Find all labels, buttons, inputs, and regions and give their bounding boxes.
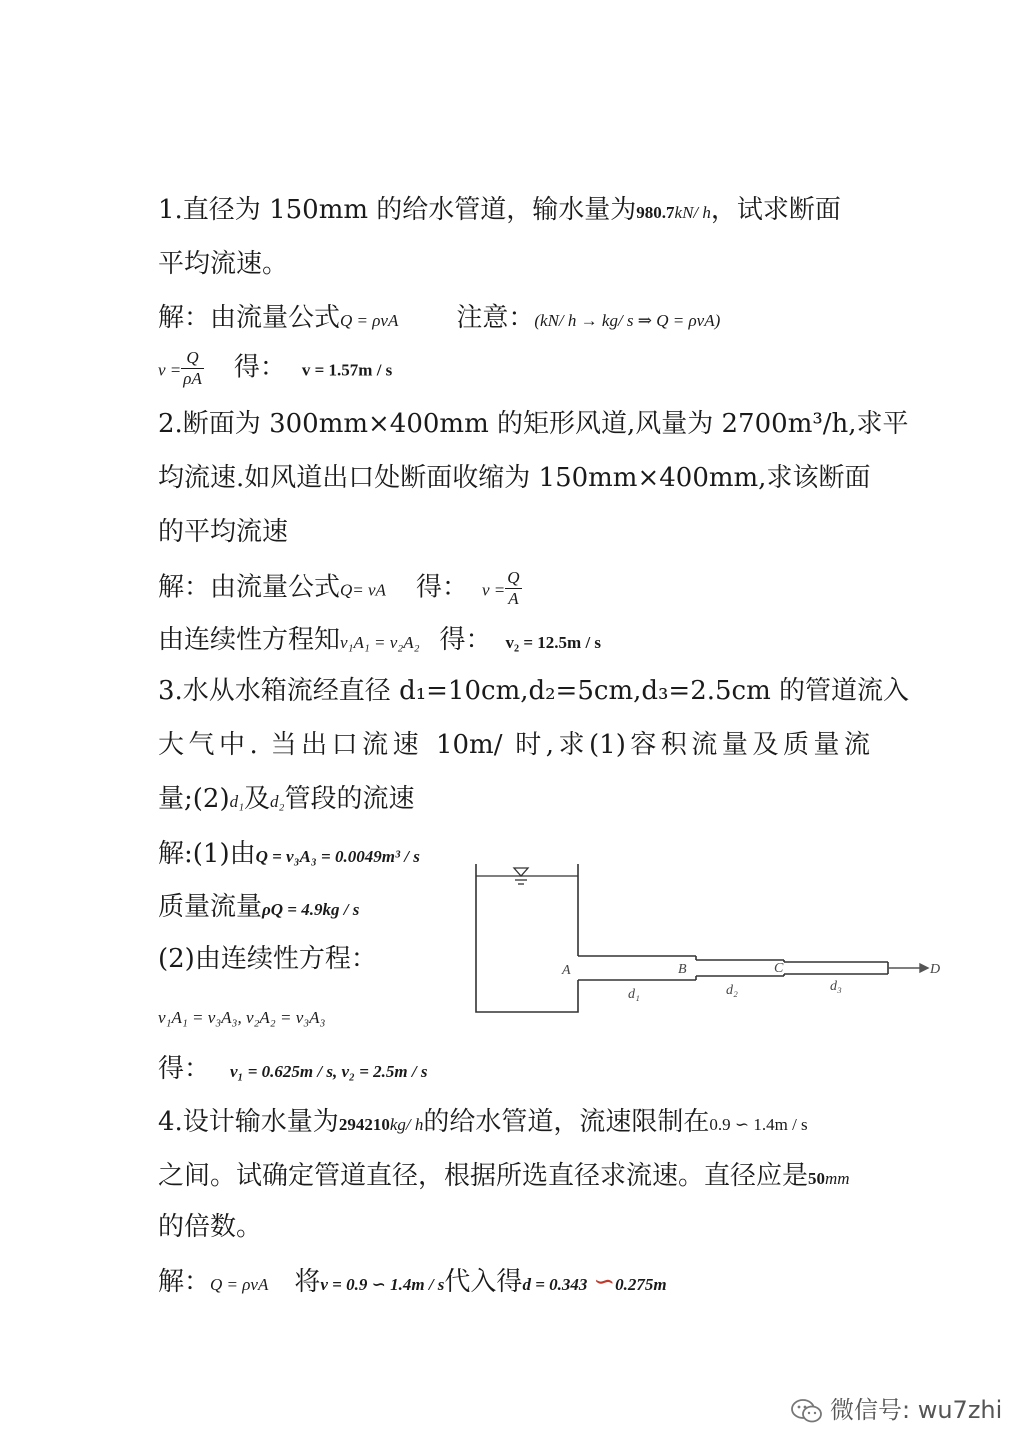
p4-sol-mid2: 代入得 xyxy=(444,1267,523,1297)
p1-line1 xyxy=(158,195,841,228)
p1-result-label: 得： xyxy=(233,352,286,383)
p3-mass-prefix: 质量流量 xyxy=(158,892,263,922)
pipe-d3 xyxy=(784,960,888,976)
p2-line2: 均流速.如风道出口处断面收缩为 150mm×400mm,求该断面 xyxy=(158,463,871,493)
label-a: A xyxy=(562,963,571,978)
p1-flow-value: 980.7 xyxy=(636,203,675,222)
p2-fraction xyxy=(505,568,521,609)
p3-sol2: (2)由连续性方程： xyxy=(158,944,377,974)
p3-line3-d1: d₁ xyxy=(229,792,245,811)
p4-sol-mid: 将 xyxy=(294,1267,321,1297)
p3-result-label: 得： xyxy=(158,1054,211,1084)
p4-line1-unit: kg/ h xyxy=(389,1115,424,1134)
pipe-tank-diagram xyxy=(468,858,948,1018)
p1-sol-prefix: 解：由流量公式 xyxy=(158,303,341,333)
p4-sol-d: d = 0.343 xyxy=(522,1275,588,1294)
p4-line1-value: 294210 xyxy=(338,1115,390,1134)
label-d3: d₃ xyxy=(830,979,842,994)
label-d1: d₁ xyxy=(628,987,640,1002)
p2-cont-result-label: 得： xyxy=(439,625,492,655)
water-level-icon xyxy=(476,868,578,884)
label-d2: d₂ xyxy=(726,983,738,998)
p2-solution xyxy=(158,568,522,609)
p2-frac-den: A xyxy=(508,589,519,608)
tank xyxy=(476,864,578,1012)
tank-wall-outer xyxy=(476,864,578,1012)
p4-line2-value: 50 xyxy=(808,1169,826,1188)
p1-text-b: ，试求断面 xyxy=(710,195,841,225)
p1-line2: 平均流速。 xyxy=(158,249,289,279)
p2-line1: 2.断面为 300mm×400mm 的矩形风道,风量为 2700m³/h,求平 xyxy=(158,409,909,439)
p3-sol1-formula: Q = v₃A₃ = 0.0049m³ / s xyxy=(255,847,420,866)
p3-line3 xyxy=(158,784,414,817)
p4-line1-b: 的给水管道，流速限制在 xyxy=(423,1107,710,1137)
p2-sol-formula: Q= vA xyxy=(340,580,386,600)
p4-line2-a: 之间。试确定管道直径，根据所选直径求流速。直径应是 xyxy=(158,1161,809,1191)
p1-fraction xyxy=(181,348,204,389)
p4-line1-a: 4.设计输水量为 xyxy=(158,1107,339,1137)
p4-sol-v: v = 0.9 ∽ 1.4m / s xyxy=(320,1275,445,1294)
p4-line2 xyxy=(158,1161,850,1194)
p1-note-label: 注意： xyxy=(456,303,535,333)
p1-result-row xyxy=(158,348,392,389)
p2-cont-prefix: 由连续性方程知 xyxy=(158,625,341,655)
p3-cont xyxy=(158,1000,325,1033)
p2-result-label: 得： xyxy=(415,572,468,603)
p4-sol-wave: ∽ xyxy=(593,1267,616,1297)
p3-line1: 3.水从水箱流经直径 d₁=10cm,d₂=5cm,d₃=2.5cm 的管道流入 xyxy=(158,676,910,706)
p2-cont-formula: v₁A₁ = v₂A₂ xyxy=(340,633,420,652)
p4-sol-d2: 0.275m xyxy=(615,1275,667,1294)
p1-sol-formula: Q = ρvA xyxy=(340,311,399,330)
p2-frac-num: Q xyxy=(507,568,520,587)
p2-frac-lhs: v = xyxy=(481,580,506,600)
outflow-arrow-icon xyxy=(888,964,928,972)
p4-sol-prefix: 解： xyxy=(158,1267,211,1297)
p4-line1-range: 0.9 ∽ 1.4m / s xyxy=(709,1115,808,1134)
watermark-text: 微信号: wu7zhi xyxy=(830,1396,1003,1424)
p4-line2-unit: mm xyxy=(825,1169,850,1188)
p2-line3: 的平均流速 xyxy=(158,517,289,547)
wechat-icon xyxy=(790,1397,824,1425)
p2-cont-result: v₂ = 12.5m / s xyxy=(505,633,602,652)
wechat-watermark xyxy=(790,1390,1002,1425)
p4-line1 xyxy=(158,1107,808,1140)
p3-line3-d2: d₂ xyxy=(270,792,285,811)
p1-frac-num: Q xyxy=(181,348,204,369)
pipe-d2 xyxy=(696,956,784,980)
p3-sol1-prefix: 解:(1)由 xyxy=(158,839,256,869)
p1-text-a: 1.直径为 150mm 的给水管道，输水量为 xyxy=(158,195,637,225)
p3-line3-c: 管段的流速 xyxy=(284,784,415,814)
p1-solution xyxy=(158,303,720,336)
p1-frac-lhs: v = xyxy=(158,360,182,380)
p1-result: v = 1.57m / s xyxy=(301,360,393,380)
p3-mass xyxy=(158,892,359,925)
p2-sol-prefix: 解：由流量公式 xyxy=(158,572,341,603)
p3-result: v₁ = 0.625m / s, v₂ = 2.5m / s xyxy=(230,1062,428,1081)
label-b: B xyxy=(678,962,687,977)
p3-line3-a: 量;(2) xyxy=(158,784,230,814)
p3-line3-b: 及 xyxy=(244,784,271,814)
p1-flow-unit: kN/ h xyxy=(674,203,711,222)
p4-solution xyxy=(158,1267,667,1300)
p2-continuity xyxy=(158,625,601,658)
p3-result-row xyxy=(158,1054,427,1087)
p3-mass-formula: ρQ = 4.9kg / s xyxy=(262,900,360,919)
label-d: D xyxy=(930,962,941,977)
p3-line2: 大气中. 当出口流速 10m/ 时,求(1)容积流量及质量流 xyxy=(158,730,870,760)
label-c: C xyxy=(774,961,784,976)
p4-line3: 的倍数。 xyxy=(158,1212,263,1242)
p4-sol-formula: Q = ρvA xyxy=(210,1275,269,1294)
p3-sol1 xyxy=(158,839,420,872)
p1-frac-den: ρA xyxy=(183,369,202,388)
p3-cont-formula: v₁A₁ = v₃A₃, v₂A₂ = v₃A₃ xyxy=(158,1008,326,1027)
p1-note-formula: (kN/ h → kg/ s ⇒ Q = ρvA) xyxy=(534,311,721,330)
